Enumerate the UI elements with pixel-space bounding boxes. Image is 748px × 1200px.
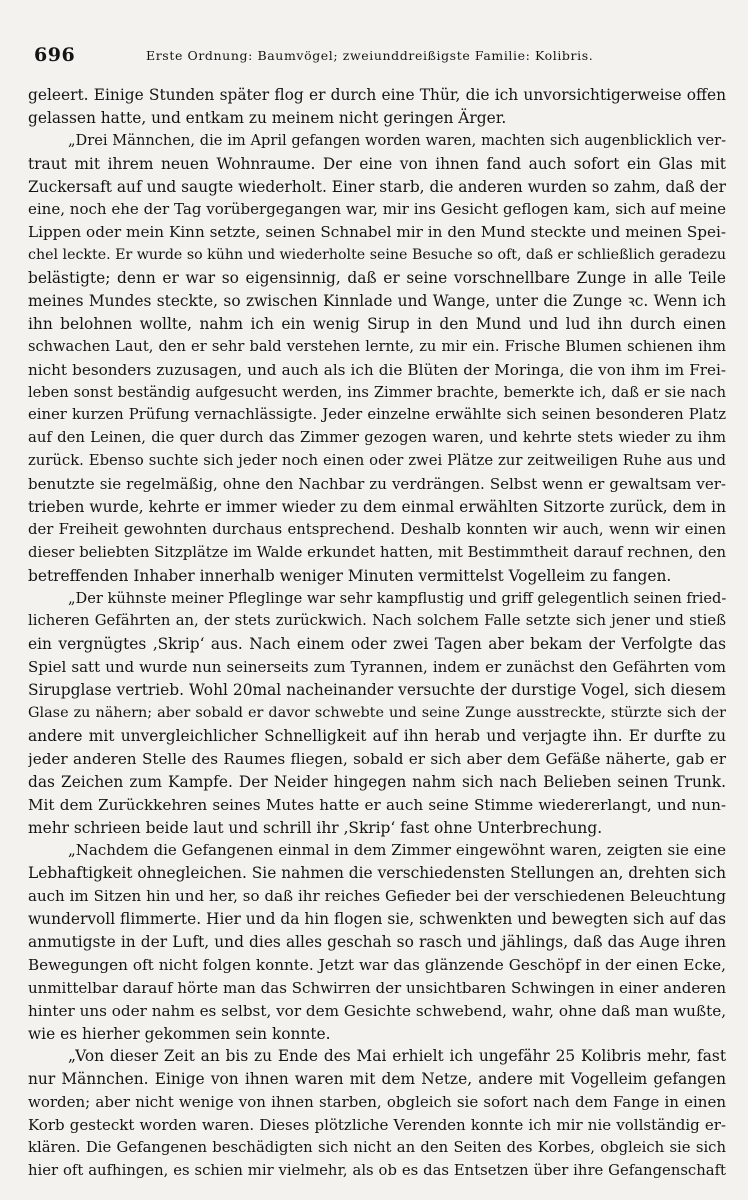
paragraph bbox=[28, 84, 726, 130]
text-line: zurück. Ebenso suchte sich jeder noch einen oder zwei Plätze zur zeitweiligen Ruhe aus und bbox=[28, 452, 726, 470]
text-line: Bewegungen oft nicht folgen konnte. Jetzt war das glänzende Geschöpf in der einen Ecke, bbox=[28, 955, 726, 974]
text-line: unmittelbar darauf hörte man das Schwirren der unsichtbaren Schwingen in einer anderen bbox=[28, 978, 726, 997]
text-line: benutzte sie regelmäßig, ohne den Nachbar zu verdrängen. Selbst wenn er gewaltsam ver- bbox=[28, 475, 726, 494]
text-line: leben sonst beständig aufgesucht werden, ins Zimmer brachte, bemerkte ich, daß er sie nach bbox=[28, 383, 726, 401]
text-line: klären. Die Gefangenen beschädigten sich nicht an den Seiten des Korbes, obgleich sie sich bbox=[28, 1138, 726, 1156]
text-line: Lippen oder mein Kinn setzte, seinen Schnabel mir in den Mund steckte und meinen Spei- bbox=[28, 223, 726, 242]
text-line: mehr schrieen beide laut und schrill ihr ‚Skrip‘ fast ohne Unterbrechung. bbox=[28, 818, 603, 837]
paragraph bbox=[28, 1045, 726, 1182]
body-text bbox=[28, 84, 726, 1183]
text-line: Sirupglase vertrieb. Wohl 20mal nacheinander versuchte der durstige Vogel, sich diesem bbox=[28, 681, 726, 700]
text-line: „Der kühnste meiner Pfleglinge war sehr kampflustig und griff gelegentlich seinen fried- bbox=[68, 589, 726, 607]
text-line: licheren Gefährten an, der stets zurückwich. Nach solchem Falle setzte sich jener und stieß bbox=[28, 612, 726, 630]
text-line: ein vergnügtes ‚Skrip‘ aus. Nach einem oder zwei Tagen aber bekam der Verfolgte das bbox=[28, 635, 726, 654]
text-line: ihn belohnen wollte, nahm ich ein wenig Sirup in den Mund und lud ihn durch einen bbox=[28, 314, 726, 333]
text-line: betreffenden Inhaber innerhalb weniger Minuten vermittelst Vogelleim zu fangen. bbox=[28, 566, 672, 585]
text-line: „Drei Männchen, die im April gefangen worden waren, machten sich augenblicklich ver- bbox=[68, 131, 726, 149]
text-line: nur Männchen. Einige von ihnen waren mit dem Netze, andere mit Vogelleim gefangen bbox=[28, 1070, 726, 1089]
text-line: eine, noch ehe der Tag vorübergegangen war, mir ins Gesicht geflogen kam, sich auf meine bbox=[28, 200, 726, 219]
text-line: Spiel satt und wurde nun seinerseits zum Tyrannen, indem er zunächst den Gefährten vom bbox=[28, 658, 726, 677]
page-header bbox=[28, 44, 726, 78]
text-line: Korb gesteckt worden waren. Dieses plötzliche Verenden konnte ich mir nie vollständig er- bbox=[28, 1116, 726, 1135]
paragraph bbox=[28, 839, 726, 1045]
text-line: einer kurzen Prüfung vernachlässigte. Jeder einzelne erwählte sich seinen besonderen Platz bbox=[28, 406, 726, 424]
text-line: schwachen Laut, den er sehr bald verstehen lernte, zu mir ein. Frische Blumen schienen ihm bbox=[28, 337, 726, 355]
text-line: geleert. Einige Stunden später flog er durch eine Thür, die ich unvorsichtigerweise offen bbox=[28, 86, 726, 104]
text-line: gelassen hatte, und entkam zu meinem nicht geringen Ärger. bbox=[28, 108, 507, 127]
text-line: auf den Leinen, die quer durch das Zimmer gezogen waren, und kehrte stets wieder zu ihm bbox=[28, 429, 726, 447]
running-head: Erste Ordnung: Baumvögel; zweiunddreißigste Familie: Kolibris. bbox=[146, 48, 594, 63]
text-line: wie es hierher gekommen sein konnte. bbox=[28, 1024, 331, 1043]
text-line: dieser beliebten Sitzplätze im Walde erkundet hatten, mit Bestimmtheit darauf rechnen, den bbox=[28, 543, 726, 561]
text-line: das Zeichen zum Kampfe. Der Neider hingegen nahm sich nach Belieben seinen Trunk. bbox=[28, 772, 726, 791]
text-line: Lebhaftigkeit ohnegleichen. Sie nahmen die verschiedensten Stellungen an, drehten sich bbox=[28, 864, 726, 883]
text-line: Mit dem Zurückkehren seines Mutes hatte er auch seine Stimme wiedererlangt, und nun- bbox=[28, 795, 726, 814]
text-line: hier oft aufhingen, es schien mir vielmehr, als ob es das Entsetzen über ihre Gefangenschaft bbox=[28, 1161, 726, 1179]
page-number: 696 bbox=[34, 44, 76, 66]
text-line: andere mit unvergleichlicher Schnelligkeit auf ihn herab und verjagte ihn. Er durfte zu bbox=[28, 726, 726, 745]
text-line: hinter uns oder nahm es selbst, vor dem Gesichte schwebend, wahr, ohne daß man wußte, bbox=[28, 1001, 726, 1020]
text-line: „Nachdem die Gefangenen einmal in dem Zimmer eingewöhnt waren, zeigten sie eine bbox=[68, 841, 726, 860]
text-line: worden; aber nicht wenige von ihnen starben, obgleich sie sofort nach dem Fange in einen bbox=[28, 1093, 726, 1112]
text-line: nicht besonders zuzusagen, und auch als ich die Blüten der Moringa, die von ihm im Frei- bbox=[28, 360, 726, 379]
text-line: anmutigste in der Luft, und dies alles geschah so rasch und jählings, daß das Auge ihren bbox=[28, 932, 726, 951]
text-line: trieben wurde, kehrte er immer wieder zu dem einmal erwählten Sitzorte zurück, dem in bbox=[28, 498, 726, 517]
text-line: Zuckersaft auf und saugte wiederholt. Einer starb, die anderen wurden so zahm, daß der bbox=[28, 177, 726, 196]
text-line: belästigte; denn er war so eigensinnig, daß er seine vorschnellbare Zunge in alle Teile bbox=[28, 269, 726, 288]
text-line: chel leckte. Er wurde so kühn und wiederholte seine Besuche so oft, daß er schließlich geradezu bbox=[28, 247, 726, 264]
text-line: auch im Sitzen hin und her, so daß ihr reiches Gefieder bei der verschiedenen Beleuchtung bbox=[28, 887, 726, 906]
paragraph bbox=[28, 588, 726, 840]
text-line: wundervoll flimmerte. Hier und da hin flogen sie, schwenkten und bewegten sich auf das bbox=[28, 910, 726, 929]
paragraph bbox=[28, 130, 726, 588]
text-line: traut mit ihrem neuen Wohnraume. Der eine von ihnen fand auch sofort ein Glas mit bbox=[28, 154, 726, 173]
text-line: jeder anderen Stelle des Raumes fliegen, sobald er sich aber dem Gefäße näherte, gab er bbox=[28, 749, 726, 768]
text-line: meines Mundes steckte, so zwischen Kinnlade und Wange, unter die Zunge ꝛc. Wenn ich bbox=[28, 292, 726, 311]
text-line: „Von dieser Zeit an bis zu Ende des Mai erhielt ich ungefähr 25 Kolibris mehr, fast bbox=[68, 1047, 726, 1066]
text-line: der Freiheit gewohnten durchaus entsprechend. Deshalb konnten wir auch, wenn wir einen bbox=[28, 520, 726, 538]
text-line: Glase zu nähern; aber sobald er davor schwebte und seine Zunge ausstreckte, stürzte sich der bbox=[28, 705, 726, 722]
